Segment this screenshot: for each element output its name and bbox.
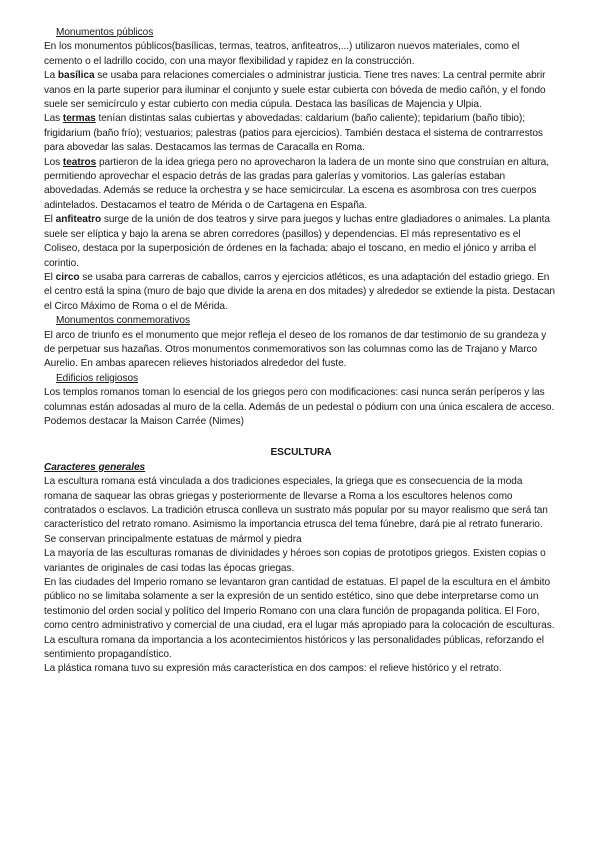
paragraph-escultura-3: La mayoría de las esculturas romanas de divinidades y héroes son copias de prototipos griegos. Existen copias o variantes de originales de casi todas las épocas griegas. [44,548,546,574]
section-heading-monumentos-conmemorativos: Monumentos conmemorativos [56,315,190,327]
paragraph-basilica: La basílica se usaba para relaciones comerciales o administrar justicia. Tiene tres naves: La central permite abrir vanos en la parte superior para iluminar el conjunto y suele estar cubierta con bóveda de medio cañón, y el fondo suele ser semicírculo y estar cubierto con media cúpula. Destaca las basílicas de Majencia y Ulpia. [44,70,546,111]
keyword-anfiteatro: anfiteatro [55,214,102,226]
subheading-caracteres-generales: Caracteres generales [44,461,146,473]
paragraph-conmemorativos: El arco de triunfo es el monumento que mejor refleja el deseo de los romanos de dar testimonio de su grandeza y de perpetuar sus hazañas. Otros monumentos conmemorativos son las columnas como las de Trajano y Marco Aurelio. En ambas aparecen relieves historiados alrededor del fuste. [44,329,547,370]
section-heading-edificios-religiosos: Edificios religiosos [56,372,139,384]
keyword-circo: circo [55,271,80,283]
paragraph-termas: Las termas tenían distintas salas cubiertas y abovedadas: caldarium (baño caliente); tepidarium (baño tibio); frigidarium (baño frío); vestuarios; palestras (patios para ejercicios). También destaca el sistema de contrarrestos para abovedar las salas. Destacamos las termas de Caracalla en Roma. [44,113,543,154]
paragraph-escultura-2: Se conservan principalmente estatuas de mármol y piedra [44,533,302,545]
spacer [44,429,558,446]
section-title-escultura: ESCULTURA [270,447,332,459]
paragraph-religiosos: Los templos romanos toman lo esencial de los griegos pero con modificaciones: casi nunca serán períperos y las columnas están adosadas al muro de la cella. Además de un pedestal o pódium con una única escalera de acceso. Podemos destacar la Maison Carrée (Nimes) [44,387,555,427]
paragraph-escultura-1: La escultura romana está vinculada a dos tradiciones especiales, la griega que es consecuencia de la moda romana de saquear las obras griegas y posteriormente de llevarse a Roma a los escultores helenos como contratados o esclavos. La tradición etrusca conlleva un sustrato más popular por su mayor realismo que será tan característico del retrato romano. Asimismo la importancia etrusca del tema fúnebre, dará pie al retrato funerario. [44,476,548,531]
paragraph-anfiteatro: El anfiteatro surge de la unión de dos teatros y sirve para juegos y luchas entre gladiadores o animales. La planta suele ser elíptica y bajo la arena se abren corredores (pasillos) y dependencias. El más representativo es el Coliseo, destaca por la superposición de órdenes en la fachada: abajo el toscano, en medio el jónico y arriba el corintio. [44,214,550,269]
paragraph-teatros: Los teatros partieron de la idea griega pero no aprovecharon la ladera de un monte sino que construían en altura, permitiendo aprovechar el espacio detrás de las gradas para galerías y vomitorios. Las galerías estaban abovedadas. Además se reduce la orchestra y se hace semicircular. La escena es asombrosa con tres cuerpos adintelados. Destacamos el teatro de Mérida o de Cartagena en España. [44,156,549,211]
section-heading-monumentos-publicos: Monumentos públicos [56,27,154,38]
paragraph-intro: En los monumentos públicos(basílicas, termas, teatros, anfiteatros,...) utilizaron nuevos materiales, como el cemento o el ladrillo cocido, con una mayor flexibilidad y rapidez en la construcción. [44,41,520,67]
keyword-teatros: teatros [62,156,97,168]
keyword-termas: termas [62,113,96,125]
paragraph-escultura-5: La plástica romana tuvo su expresión más característica en dos campos: el relieve histórico y el retrato. [44,663,502,675]
keyword-basilica: basílica [57,70,95,82]
paragraph-circo: El circo se usaba para carreras de caballos, carros y ejercicios atléticos, es una adaptación del estadio griego. En el centro está la spina (muro de bajo que divide la arena en dos mitades) y alrededor se extiende la pista. Destacan el Circo Máximo de Roma o el de Mérida. [44,271,555,312]
paragraph-escultura-4: En las ciudades del Imperio romano se levantaron gran cantidad de estatuas. El papel de la escultura en el ámbito público no se limitaba solamente a ser la expresión de un sentido estético, sino que debe interpretarse como un testimonio del orden social y político del Imperio Romano con una clara función de propaganda política. El Foro, como centro administrativo y comercial de una ciudad, era el lugar más apropiado para la colocación de esculturas. La escultura romana da importancia a los acontecimientos históricos y las personalidades públicas, reforzando el sentimiento propagandístico. [44,577,555,661]
